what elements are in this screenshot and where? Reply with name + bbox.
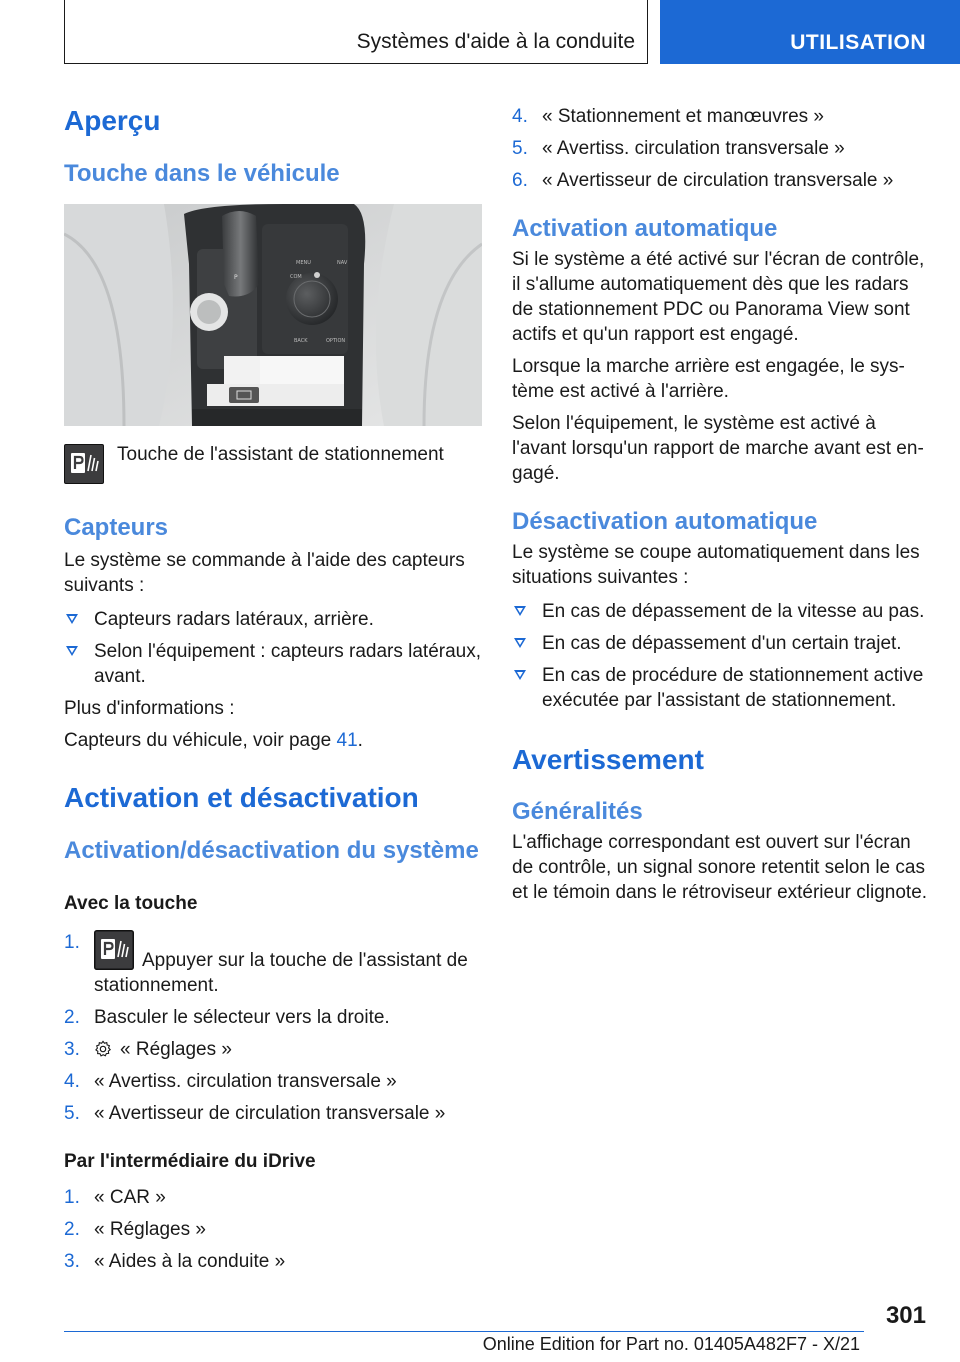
gear-icon (94, 1040, 112, 1058)
parking-assistant-button-icon (64, 444, 104, 484)
sensor-cross-reference: Capteurs du véhicule, voir page 41. (64, 730, 363, 752)
heading-activation: Activation et désactivation (64, 782, 419, 814)
page-reference-link[interactable]: 41 (336, 730, 358, 752)
photo-caption (64, 444, 482, 484)
list-item: Capteurs radars latéraux, arrière. (64, 607, 482, 632)
footer-divider (64, 1331, 864, 1332)
header-section-title: Systèmes d'aide à la conduite (356, 30, 635, 53)
header-chapter-title: UTILISATION (790, 31, 926, 54)
heading-overview: Aperçu (64, 105, 161, 136)
header-chapter-tab (660, 0, 960, 64)
auto-deactivation-intro: Le système se coupe automatiquement dans les situations suivantes : (512, 541, 920, 588)
auto-activation-text: Selon l'équipement, le système est activé à l'avant lorsqu'un rapport de marche avant est engagé. (512, 412, 924, 484)
photo-label-back: BACK (294, 338, 308, 345)
general-text: L'affichage correspondant est ouvert sur l'écran de contrôle, un signal sonore retentit selon le cas et le témoin dans le rétroviseur extérieur clignote. (512, 831, 928, 903)
center-console-photo (64, 204, 482, 426)
list-item: 5. « Avertiss. circulation transversale » (512, 138, 845, 159)
list-item: En cas de dépassement d'un certain trajet. (512, 631, 930, 656)
bullet-triangle-icon (66, 646, 78, 656)
list-item: 5. « Avertisseur de circulation transversale » (64, 1103, 446, 1125)
list-item: En cas de dépassement de la vitesse au pas. (512, 599, 930, 624)
list-item: 3. « Aides à la conduite » (64, 1250, 286, 1272)
list-item: Selon l'équipement : capteurs radars latéraux, avant. (64, 639, 482, 689)
bullet-triangle-icon (514, 606, 526, 616)
photo-label-option: OPTION (326, 338, 346, 345)
list-item: 4. « Stationnement et manœuvres » (512, 106, 824, 127)
left-column (64, 100, 482, 1274)
heading-via-idrive: Par l'intermédiaire du iDrive (64, 1151, 316, 1173)
page-number: 301 (885, 1302, 926, 1329)
sensors-intro: Le système se commande à l'aide des capteurs suivants : (64, 550, 465, 597)
heading-system-toggle: Activation/désactivation du système (64, 836, 479, 864)
parking-assistant-button-icon (94, 930, 134, 970)
heading-general: Généralités (512, 798, 643, 826)
list-item: 2. « Réglages » (64, 1218, 206, 1240)
auto-activation-text: Si le système a été activé sur l'écran de contrôle, il s'allume automatiquement dès que les radars de stationnement PDC ou Panorama View sont actifs et qu'un rapport est engagé. (512, 248, 925, 345)
photo-label-menu: MENU (296, 260, 311, 267)
footer-edition: Online Edition for Part no. 01405A482F7 - X/21 (482, 1334, 860, 1354)
heading-with-button: Avec la touche (64, 892, 198, 914)
photo-label-nav: NAV (337, 260, 348, 267)
list-item: 6. « Avertisseur de circulation transversale » (512, 170, 894, 191)
heading-sensors: Capteurs (64, 514, 169, 542)
more-info-label: Plus d'informations : (64, 698, 235, 720)
photo-caption-text: Touche de l'assistant de stationnement (117, 444, 444, 466)
bullet-triangle-icon (514, 670, 526, 680)
list-item: 1. « CAR » (64, 1186, 166, 1208)
right-column (512, 100, 930, 905)
bullet-triangle-icon (66, 614, 78, 624)
photo-gear-p: P (234, 274, 238, 282)
heading-warning: Avertissement (512, 743, 704, 775)
list-item: En cas de procédure de stationnement active exécutée par l'assistant de stationnement. (512, 663, 930, 713)
list-item: 3. « Réglages » (64, 1039, 232, 1061)
list-item: 4. « Avertiss. circulation transversale » (64, 1071, 397, 1093)
list-item: 1. Appuyer sur la touche de l'assistant de stationnement. (64, 932, 468, 997)
heading-button-in-vehicle: Touche dans le véhicule (64, 159, 340, 187)
header-section-box (64, 0, 648, 64)
photo-label-com: COM (290, 274, 302, 281)
bullet-triangle-icon (514, 638, 526, 648)
auto-activation-text: Lorsque la marche arrière est engagée, le système est activé à l'arrière. (512, 355, 905, 402)
heading-auto-deactivation: Désactivation automatique (512, 507, 818, 535)
heading-auto-activation: Activation automatique (512, 215, 778, 242)
list-item: 2. Basculer le sélecteur vers la droite. (64, 1007, 390, 1029)
